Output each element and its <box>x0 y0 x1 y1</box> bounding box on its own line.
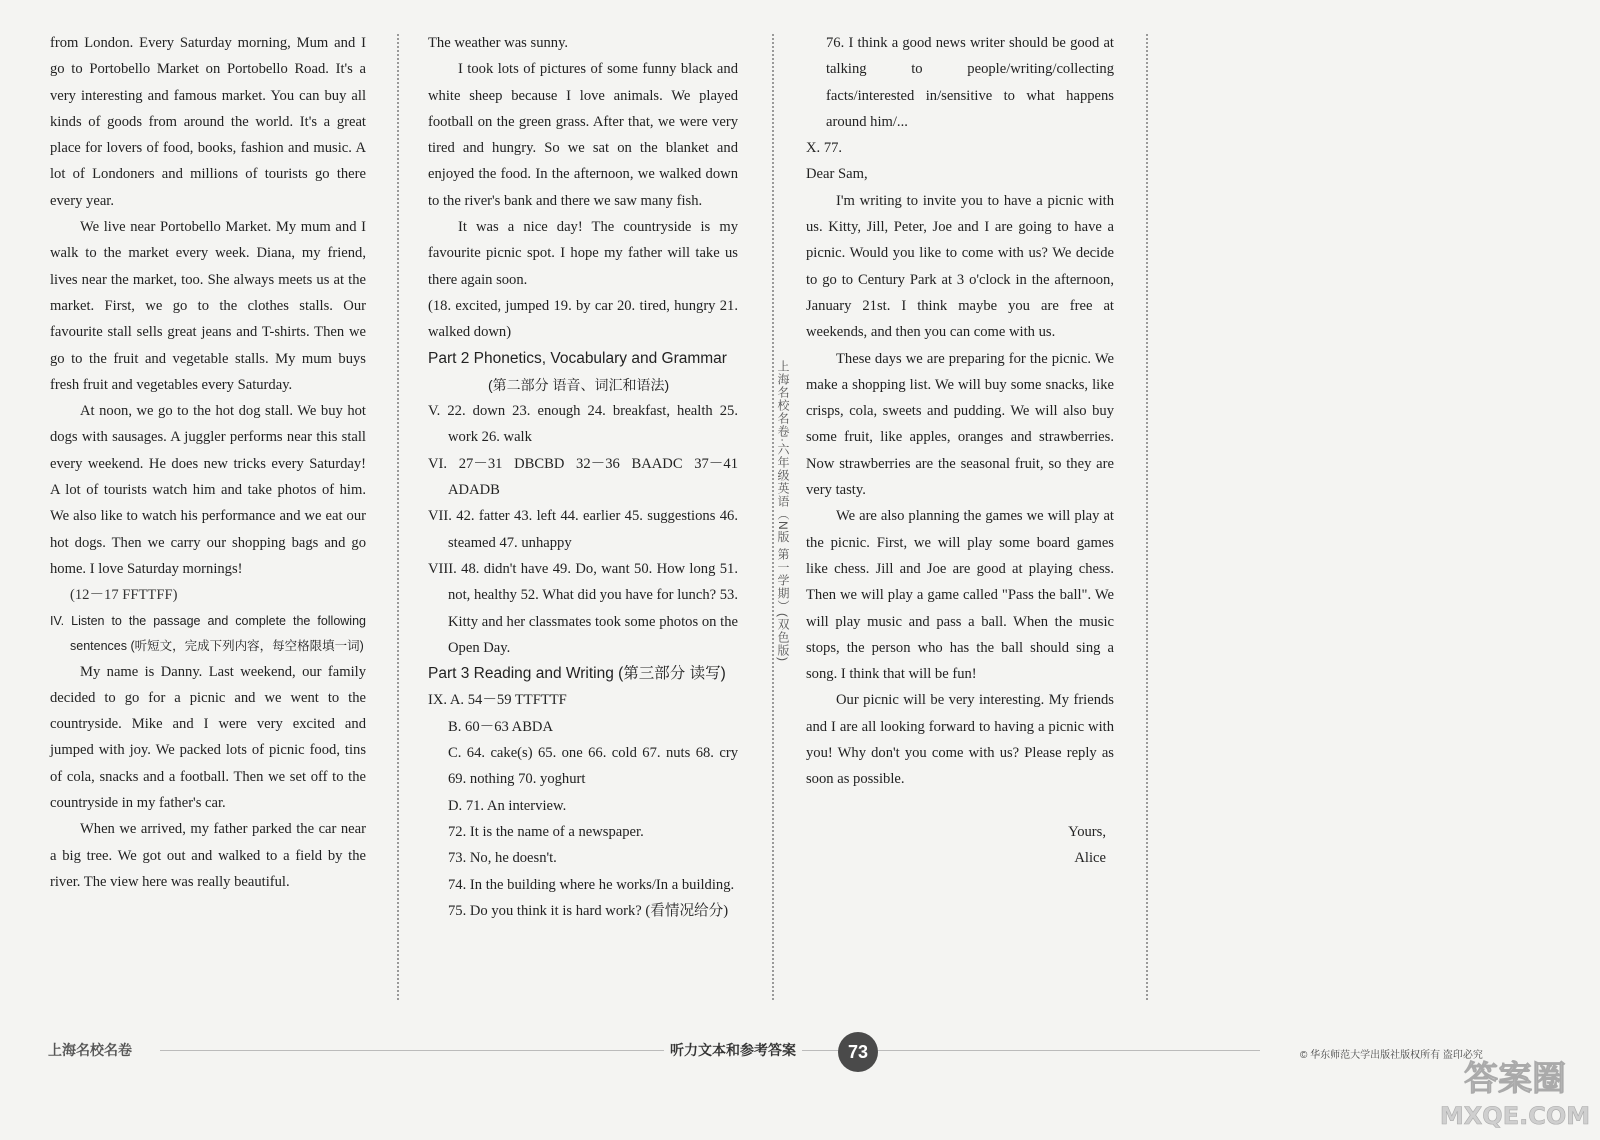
answer-75: 75. Do you think it is hard work? (看情况给分) <box>448 902 729 919</box>
paragraph: The weather was sunny. <box>428 35 569 51</box>
answer-vi: VI. 27－31 DBCBD 32－36 BAADC 37－41 ADADB <box>428 455 738 499</box>
answer-72: 72. It is the name of a newspaper. <box>448 823 644 840</box>
answer-viii: VIII. 48. didn't have 49. Do, want 50. How long 51. not, healthy 52. What did you have for lunch? 53. Kitty and her classmates took some photos on the Open Day. <box>428 560 738 656</box>
answer-ix-d: D. 71. An interview. <box>448 797 567 814</box>
answer-ix-b: B. 60－63 ABDA <box>448 718 554 735</box>
paragraph: Our picnic will be very interesting. My friends and I are all looking forward to having a picnic with you! Why don't you come with us? Please reply as soon as possible. <box>806 692 1114 788</box>
paragraph: We are also planning the games we will play at the picnic. First, we will play some board games like chess. Jill and Joe are good at playing chess. Then we will play a game called "Pass the ball". We will play music and pass a ball. When the music stops, the person who has the ball should sing a song. I think that will be fun! <box>806 508 1114 683</box>
answer-76: 76. I think a good news writer should be good at talking to people/writing/collecting facts/interested in/sensitive to what happens around him/... <box>826 35 1114 130</box>
footer-series-title: 上海名校名卷 <box>48 1040 140 1060</box>
paragraph: At noon, we go to the hot dog stall. We buy hot dogs with sausages. A juggler performs near this stall every weekend. He does new tricks every Saturday! A lot of tourists watch him and take photos of him. We also like to watch his performance and we eat our hot dogs. Then we carry our shopping bags and go home. I love Saturday mornings! <box>50 403 366 577</box>
spine-title: 上海名校名卷·六年级英语（N版 第一学期）(双色版) <box>776 360 790 662</box>
paragraph: I'm writing to invite you to have a picnic with us. Kitty, Jill, Peter, Joe and I are going to have a picnic. Would you like to come with us? We decide to go to Century Park at 3 o'clock in the afternoon, January 21st. I think maybe you are free at weekends, and then you can come with us. <box>806 192 1114 341</box>
letter-greeting: Dear Sam, <box>806 166 868 183</box>
page-number: 73 <box>838 1032 878 1072</box>
letter-closing: Yours, <box>1068 823 1106 840</box>
column-divider <box>1146 34 1148 1000</box>
paragraph: These days we are preparing for the picnic. We make a shopping list. We will buy some snacks, like crisps, cola, sweets and pudding. We will also buy some fruit, like apples, oranges and strawberries. Now strawberries are the seasonal fruit, so they are very tasty. <box>806 350 1114 499</box>
column-divider <box>397 34 399 1000</box>
footer-copyright: © 华东师范大学出版社版权所有 盗印必究 <box>1300 1050 1483 1061</box>
paragraph: I took lots of pictures of some funny black and white sheep because I love animals. We played football on the green grass. After that, we were very tired and hungry. So we sat on the blanket and enjoyed the food. In the afternoon, we walked down to the river's bank and there we saw many fish. <box>428 61 738 209</box>
answer-key: (12－17 FFTTFF) <box>70 587 178 604</box>
section-heading: IV. Listen to the passage and complete the following sentences (听短文，完成下列内容，每空格限填一词) <box>50 613 366 653</box>
paragraph: It was a nice day! The countryside is my favourite picnic spot. I hope my father will take us there again soon. <box>428 219 738 288</box>
part-2-heading: Part 2 Phonetics, Vocabulary and Grammar <box>428 349 727 367</box>
column-3 <box>806 30 1114 871</box>
watermark-text-top: 答案圈 <box>1464 1059 1566 1099</box>
paragraph: My name is Danny. Last weekend, our family decided to go for a picnic and we went to the countryside. Mike and I were very excited and jumped with joy. We packed lots of picnic food, tins of cola, snacks and a football. Then we set off to the countryside in my father's car. <box>50 663 366 812</box>
answer-ix-c: C. 64. cake(s) 65. one 66. cold 67. nuts 68. cry 69. nothing 70. yoghurt <box>448 745 738 788</box>
paragraph: We live near Portobello Market. My mum and I walk to the market every week. Diana, my friend, lives near the market, too. She always meets us at the market. First, we go to the clothes stalls. Our favourite stall sells great jeans and T-shirts. Then we go to the fruit and vegetable stalls. My mum buys fresh fruit and vegetables every Saturday. <box>50 219 366 393</box>
column-1 <box>50 30 366 895</box>
part-3-heading: Part 3 Reading and Writing (第三部分 读写) <box>428 665 726 683</box>
part-2-subheading: (第二部分 语音、词汇和语法) <box>488 376 670 393</box>
section-x: X. 77. <box>806 140 843 157</box>
paragraph: When we arrived, my father parked the car near a big tree. We got out and walked to a field by the river. The view here was really beautiful. <box>50 821 366 890</box>
footer-section-title: 听力文本和参考答案 <box>664 1040 802 1060</box>
answer-key: (18. excited, jumped 19. by car 20. tired, hungry 21. walked down) <box>428 297 738 341</box>
answer-74: 74. In the building where he works/In a building. <box>448 876 735 893</box>
answer-v: V. 22. down 23. enough 24. breakfast, health 25. work 26. walk <box>428 403 738 446</box>
letter-signature: Alice <box>1074 849 1106 866</box>
answer-vii: VII. 42. fatter 43. left 44. earlier 45. suggestions 46. steamed 47. unhappy <box>428 508 738 551</box>
paragraph: from London. Every Saturday morning, Mum and I go to Portobello Market on Portobello Road. It's a very interesting and famous market. You can buy all kinds of goods from around the world. It's a great place for lovers of food, books, fashion and music. A lot of Londoners and millions of tourists go there every year. <box>50 35 366 209</box>
watermark-text-bottom: MXQE.COM <box>1440 1102 1590 1130</box>
spacer <box>806 793 1114 819</box>
watermark-logo <box>1440 1050 1590 1134</box>
column-2 <box>428 30 738 924</box>
answer-73: 73. No, he doesn't. <box>448 850 557 867</box>
answer-ix-a: IX. A. 54－59 TTFTTF <box>428 692 567 709</box>
